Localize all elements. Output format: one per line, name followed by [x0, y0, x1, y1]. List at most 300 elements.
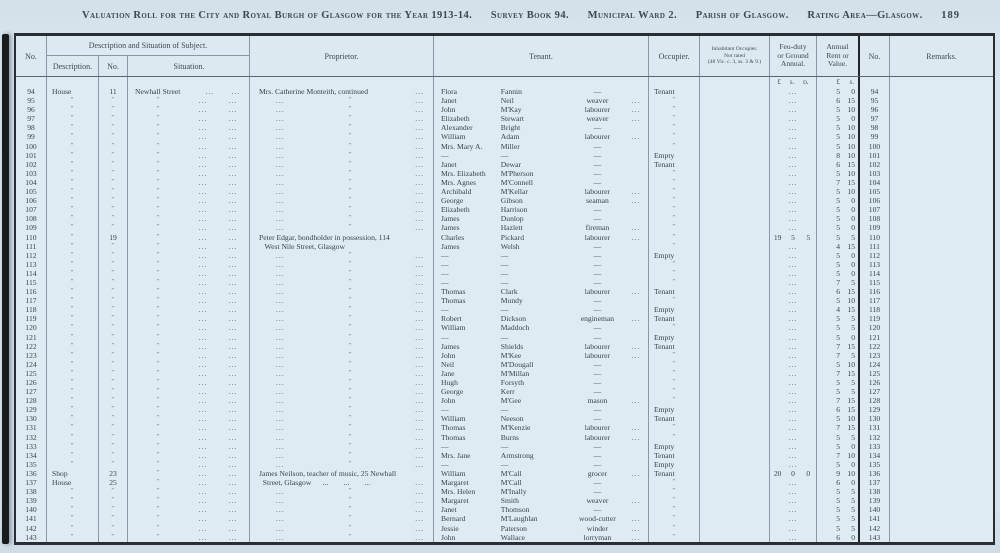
cell-no: [16, 469, 47, 478]
cell-proprietor: [250, 123, 434, 132]
cell-text: ...: [631, 432, 641, 442]
cell-proprietor: [250, 460, 434, 469]
cell-no: [16, 242, 47, 251]
cell-annual-rent: [817, 223, 860, 232]
cell-text: ″: [71, 406, 74, 413]
cell-text: 15: [847, 177, 855, 187]
cell-text: ...: [198, 314, 208, 324]
cell-text: ″: [111, 133, 115, 140]
cell-situation: [128, 187, 250, 196]
cell-text: ″: [348, 360, 352, 367]
cell-text: Tenant: [654, 468, 675, 478]
cell-text: ...: [276, 532, 285, 542]
cell-annual-rent: [817, 278, 860, 287]
cell-text: —: [593, 277, 602, 287]
cell-situation: [128, 151, 250, 160]
cell-text: 142: [868, 523, 881, 533]
cell-text: 119: [868, 314, 881, 324]
cell-description: [47, 223, 99, 232]
table-row: [16, 251, 993, 260]
cell-text: —: [593, 214, 602, 224]
cell-text: ...: [228, 450, 238, 460]
cell-text: 6: [836, 287, 840, 297]
cell-proprietor: [250, 242, 434, 251]
cell-text: 5: [851, 350, 855, 360]
cell-text: ″: [348, 442, 352, 449]
table-row: [16, 260, 993, 269]
cell-street-no: [99, 269, 128, 278]
cell-feu-duty: [770, 142, 817, 151]
cell-text: ″: [71, 497, 74, 504]
cell-text: ″: [111, 360, 115, 367]
cell-text: ...: [415, 350, 424, 360]
cell-remarks: [890, 405, 993, 414]
cell-text: 5: [806, 232, 811, 242]
cell-proprietor: [250, 187, 434, 196]
cell-text: ...: [788, 241, 798, 251]
cell-text: 7: [836, 177, 840, 187]
cell-description: [47, 169, 99, 178]
cell-proprietor: [250, 524, 434, 533]
cell-feu-duty: [770, 414, 817, 423]
cell-street-no: [99, 433, 128, 442]
cell-proprietor: [250, 505, 434, 514]
cell-text: ″: [71, 133, 74, 140]
cell-text: ...: [276, 177, 285, 187]
table-row: [16, 160, 993, 169]
cell-text: 0: [851, 441, 855, 451]
cell-text: 129: [25, 405, 37, 415]
table-row: [16, 478, 993, 487]
units-spacer: [16, 77, 47, 87]
cell-text: ...: [631, 423, 641, 433]
cell-feu-duty: [770, 323, 817, 332]
cell-text: ...: [276, 296, 285, 306]
cell-street-no: [99, 105, 128, 114]
cell-no-right: [860, 514, 890, 523]
cell-text: 94: [27, 87, 35, 96]
cell-annual-rent: [817, 305, 860, 314]
cell-text: Mundy: [500, 296, 523, 306]
cell-text: ...: [228, 241, 238, 251]
cell-text: —: [441, 441, 449, 451]
cell-text: ″: [348, 115, 352, 122]
cell-text: ...: [415, 532, 424, 542]
cell-text: labourer: [584, 423, 611, 433]
table-row: [16, 333, 993, 342]
cell-tenant: [434, 132, 649, 141]
cell-text: ″: [156, 106, 160, 113]
cell-text: ″: [672, 433, 676, 440]
cell-no-right: [860, 442, 890, 451]
cell-inhabitant-occupier: [700, 378, 770, 387]
cell-proprietor: [250, 233, 434, 242]
cell-text: ″: [672, 515, 676, 522]
cell-feu-duty: [770, 378, 817, 387]
cell-feu-duty: [770, 442, 817, 451]
cell-text: Pickard: [500, 232, 524, 242]
cell-text: ...: [198, 305, 208, 315]
cell-description: [47, 369, 99, 378]
cell-text: ″: [71, 306, 74, 313]
table-row: [16, 369, 993, 378]
table-row: [16, 187, 993, 196]
cell-text: ...: [198, 168, 208, 178]
cell-text: —: [500, 277, 509, 287]
cell-text: 5: [836, 323, 840, 333]
cell-inhabitant-occupier: [700, 132, 770, 141]
cell-text: M'Kee: [500, 350, 522, 360]
cell-occupier: [649, 369, 700, 378]
cell-text: 10: [847, 132, 855, 142]
unit-pound: £: [836, 78, 840, 86]
cell-situation: [128, 196, 250, 205]
cell-text: 133: [868, 441, 881, 451]
cell-situation: [128, 314, 250, 323]
cell-text: ″: [156, 497, 160, 504]
cell-text: ...: [788, 396, 798, 406]
cell-text: ...: [415, 387, 424, 397]
header-text: Remarks.: [926, 51, 957, 61]
cell-text: seaman: [586, 196, 609, 206]
cell-text: ″: [156, 169, 160, 176]
cell-text: ...: [415, 105, 424, 115]
cell-text: ...: [198, 396, 208, 406]
cell-annual-rent: [817, 142, 860, 151]
cell-description: [47, 469, 99, 478]
cell-text: ...: [276, 268, 285, 278]
cell-situation: [128, 423, 250, 432]
cell-text: 104: [868, 177, 881, 187]
cell-no: [16, 160, 47, 169]
cell-no: [16, 396, 47, 405]
cell-tenant: [434, 460, 649, 469]
cell-text: ...: [198, 268, 208, 278]
cell-street-no: [99, 533, 128, 542]
cell-text: M'Dougall: [500, 359, 534, 369]
cell-description: [47, 524, 99, 533]
cell-text: 5: [851, 387, 855, 397]
cell-text: Tenant: [654, 314, 675, 324]
cell-text: ...: [788, 277, 798, 287]
cell-description: [47, 360, 99, 369]
cell-text: ...: [415, 487, 424, 497]
cell-situation: [128, 487, 250, 496]
cell-text: labourer: [584, 287, 611, 297]
cell-text: 15: [847, 423, 855, 433]
cell-text: 126: [868, 378, 881, 387]
cell-text: 129: [868, 405, 881, 415]
cell-text: ″: [111, 97, 115, 104]
cell-text: 20: [773, 468, 782, 478]
cell-text: Neeson: [500, 414, 524, 424]
cell-feu-duty: [770, 360, 817, 369]
cell-text: 25: [109, 478, 117, 488]
cell-text: 15: [847, 287, 855, 297]
cell-text: Tenant: [654, 159, 675, 169]
cell-inhabitant-occupier: [700, 251, 770, 260]
cell-tenant: [434, 242, 649, 251]
cell-feu-duty: [770, 242, 817, 251]
cell-text: ″: [672, 351, 676, 358]
cell-text: Empty: [654, 459, 675, 469]
cell-no-right: [860, 378, 890, 387]
cell-text: 134: [25, 450, 37, 460]
cell-text: ″: [71, 188, 74, 195]
cell-proprietor: [250, 96, 434, 105]
cell-text: 7: [836, 423, 840, 433]
cell-text: ″: [111, 260, 115, 267]
cell-occupier: [649, 160, 700, 169]
cell-text: ″: [71, 388, 74, 395]
cell-text: ″: [156, 469, 160, 476]
cell-text: ″: [156, 278, 160, 285]
cell-street-no: [99, 296, 128, 305]
cell-text: Shop: [52, 468, 68, 478]
cell-text: 0: [851, 259, 855, 269]
cell-text: ...: [631, 523, 641, 533]
cell-description: [47, 142, 99, 151]
cell-text: 0: [851, 205, 855, 215]
cell-text: ″: [71, 433, 74, 440]
cell-inhabitant-occupier: [700, 305, 770, 314]
cell-proprietor: [250, 433, 434, 442]
cell-text: ...: [228, 323, 238, 333]
cell-inhabitant-occupier: [700, 351, 770, 360]
cell-occupier: [649, 487, 700, 496]
cell-text: ...: [788, 223, 798, 233]
cell-text: weaver: [586, 114, 609, 124]
cell-text: ...: [276, 141, 285, 151]
cell-remarks: [890, 505, 993, 514]
cell-text: 99: [27, 132, 35, 142]
cell-text: ...: [631, 468, 641, 478]
cell-text: ″: [156, 515, 160, 522]
cell-text: ...: [198, 514, 208, 524]
cell-text: 132: [25, 432, 37, 442]
cell-text: ...: [415, 287, 424, 297]
cell-situation: [128, 451, 250, 460]
cell-text: ...: [276, 450, 285, 460]
cell-text: ″: [672, 97, 676, 104]
cell-text: Mrs. Agnes: [441, 177, 477, 187]
cell-text: Tenant: [654, 414, 675, 424]
cell-text: wood-cutter: [579, 514, 616, 524]
cell-text: ...: [788, 187, 798, 197]
cell-text: 19: [109, 232, 117, 242]
cell-text: ...: [276, 441, 285, 451]
cell-feu-duty: [770, 187, 817, 196]
cell-text: ...: [788, 423, 798, 433]
cell-description: [47, 87, 99, 96]
cell-occupier: [649, 205, 700, 214]
cell-text: ″: [348, 451, 352, 458]
cell-text: ″: [156, 133, 160, 140]
cell-text: —: [593, 414, 602, 424]
cell-text: Jane: [441, 368, 455, 378]
cell-tenant: [434, 405, 649, 414]
cell-text: 115: [25, 277, 37, 287]
cell-text: ″: [672, 397, 676, 404]
cell-text: ...: [228, 423, 238, 433]
cell-text: 10: [847, 359, 855, 369]
cell-text: —: [593, 87, 602, 96]
cell-text: Thomas: [441, 432, 466, 442]
cell-text: ...: [276, 359, 285, 369]
cell-text: ...: [788, 214, 798, 224]
cell-text: ...: [415, 187, 424, 197]
cell-text: ...: [631, 350, 641, 360]
cell-no-right: [860, 524, 890, 533]
cell-text: ″: [672, 424, 676, 431]
cell-text: 141: [868, 514, 881, 524]
header-inhabitant-occupier: [700, 36, 770, 76]
cell-text: ...: [198, 532, 208, 542]
cell-no-right: [860, 487, 890, 496]
cell-text: ...: [788, 523, 798, 533]
cell-no-right: [860, 469, 890, 478]
cell-text: 112: [25, 250, 37, 260]
cell-street-no: [99, 151, 128, 160]
cell-text: 0: [851, 87, 855, 96]
cell-text: ″: [348, 260, 352, 267]
table-row: [16, 114, 993, 123]
cell-feu-duty: [770, 205, 817, 214]
cell-text: ″: [111, 124, 115, 131]
cell-tenant: [434, 123, 649, 132]
cell-text: 10: [847, 450, 855, 460]
cell-text: ″: [672, 360, 676, 367]
header-description-situation: [47, 36, 249, 56]
cell-text: ...: [415, 396, 424, 406]
header-text: Not rated: [724, 52, 745, 59]
cell-situation: [128, 396, 250, 405]
cell-text: —: [441, 259, 449, 269]
cell-annual-rent: [817, 178, 860, 187]
cell-text: ″: [111, 197, 115, 204]
cell-remarks: [890, 214, 993, 223]
cell-text: ...: [631, 223, 641, 233]
cell-remarks: [890, 396, 993, 405]
table-row: [16, 323, 993, 332]
cell-no: [16, 278, 47, 287]
cell-no-right: [860, 360, 890, 369]
cell-feu-duty: [770, 369, 817, 378]
cell-text: —: [441, 250, 449, 260]
cell-text: 132: [868, 432, 881, 442]
cell-text: ″: [111, 206, 115, 213]
cell-text: ″: [348, 151, 352, 158]
cell-text: 5: [836, 196, 840, 206]
cell-text: 125: [868, 368, 881, 378]
cell-text: ″: [111, 269, 115, 276]
cell-text: 5: [851, 378, 855, 387]
cell-text: ...: [198, 350, 208, 360]
cell-tenant: [434, 396, 649, 405]
cell-occupier: [649, 451, 700, 460]
cell-no: [16, 323, 47, 332]
cell-annual-rent: [817, 524, 860, 533]
cell-remarks: [890, 333, 993, 342]
cell-no-right: [860, 369, 890, 378]
cell-street-no: [99, 260, 128, 269]
cell-street-no: [99, 205, 128, 214]
cell-remarks: [890, 442, 993, 451]
cell-remarks: [890, 87, 993, 96]
table-body: [16, 87, 993, 542]
cell-text: ″: [156, 415, 160, 422]
cell-text: 10: [847, 123, 855, 133]
cell-text: ...: [228, 505, 238, 515]
cell-text: ″: [156, 188, 160, 195]
cell-text: —: [500, 405, 509, 415]
cell-no: [16, 96, 47, 105]
cell-text: M'Kellar: [500, 187, 528, 197]
cell-occupier: [649, 423, 700, 432]
cell-annual-rent: [817, 314, 860, 323]
cell-situation: [128, 132, 250, 141]
cell-no: [16, 342, 47, 351]
cell-text: —: [500, 150, 509, 160]
cell-feu-duty: [770, 487, 817, 496]
cell-inhabitant-occupier: [700, 87, 770, 96]
cell-text: 120: [868, 323, 881, 333]
table-row: [16, 387, 993, 396]
cell-text: 8: [836, 150, 840, 160]
cell-proprietor: [250, 269, 434, 278]
cell-text: ″: [672, 324, 676, 331]
cell-text: ″: [156, 288, 160, 295]
cell-text: ...: [415, 268, 424, 278]
cell-no-right: [860, 351, 890, 360]
cell-text: ″: [71, 215, 74, 222]
cell-text: ...: [198, 132, 208, 142]
cell-proprietor: [250, 260, 434, 269]
cell-text: ...: [415, 432, 424, 442]
cell-text: ″: [71, 379, 74, 385]
cell-text: ...: [198, 259, 208, 269]
cell-text: labourer: [584, 432, 611, 442]
cell-text: Empty: [654, 441, 675, 451]
cell-situation: [128, 351, 250, 360]
header-text: No.: [107, 61, 119, 71]
cell-text: 15: [847, 368, 855, 378]
cell-text: ″: [348, 188, 352, 195]
cell-remarks: [890, 496, 993, 505]
cell-text: 97: [27, 114, 35, 124]
cell-text: Thomas: [441, 423, 466, 433]
cell-text: ″: [71, 351, 74, 358]
cell-text: —: [593, 205, 602, 215]
cell-text: ...: [415, 496, 424, 506]
cell-text: 5: [836, 514, 840, 524]
cell-text: ″: [156, 424, 160, 431]
cell-text: ...: [198, 387, 208, 397]
cell-situation: [128, 260, 250, 269]
cell-occupier: [649, 142, 700, 151]
cell-text: ...: [198, 505, 208, 515]
cell-text: Robert: [441, 314, 462, 324]
cell-no-right: [860, 169, 890, 178]
cell-annual-rent: [817, 469, 860, 478]
cell-text: ...: [631, 341, 641, 351]
cell-text: ″: [71, 424, 74, 431]
cell-text: ″: [111, 451, 115, 458]
cell-no-right: [860, 478, 890, 487]
cell-text: Tenant: [654, 287, 675, 297]
cell-text: ″: [672, 242, 676, 249]
cell-text: ...: [788, 114, 798, 124]
